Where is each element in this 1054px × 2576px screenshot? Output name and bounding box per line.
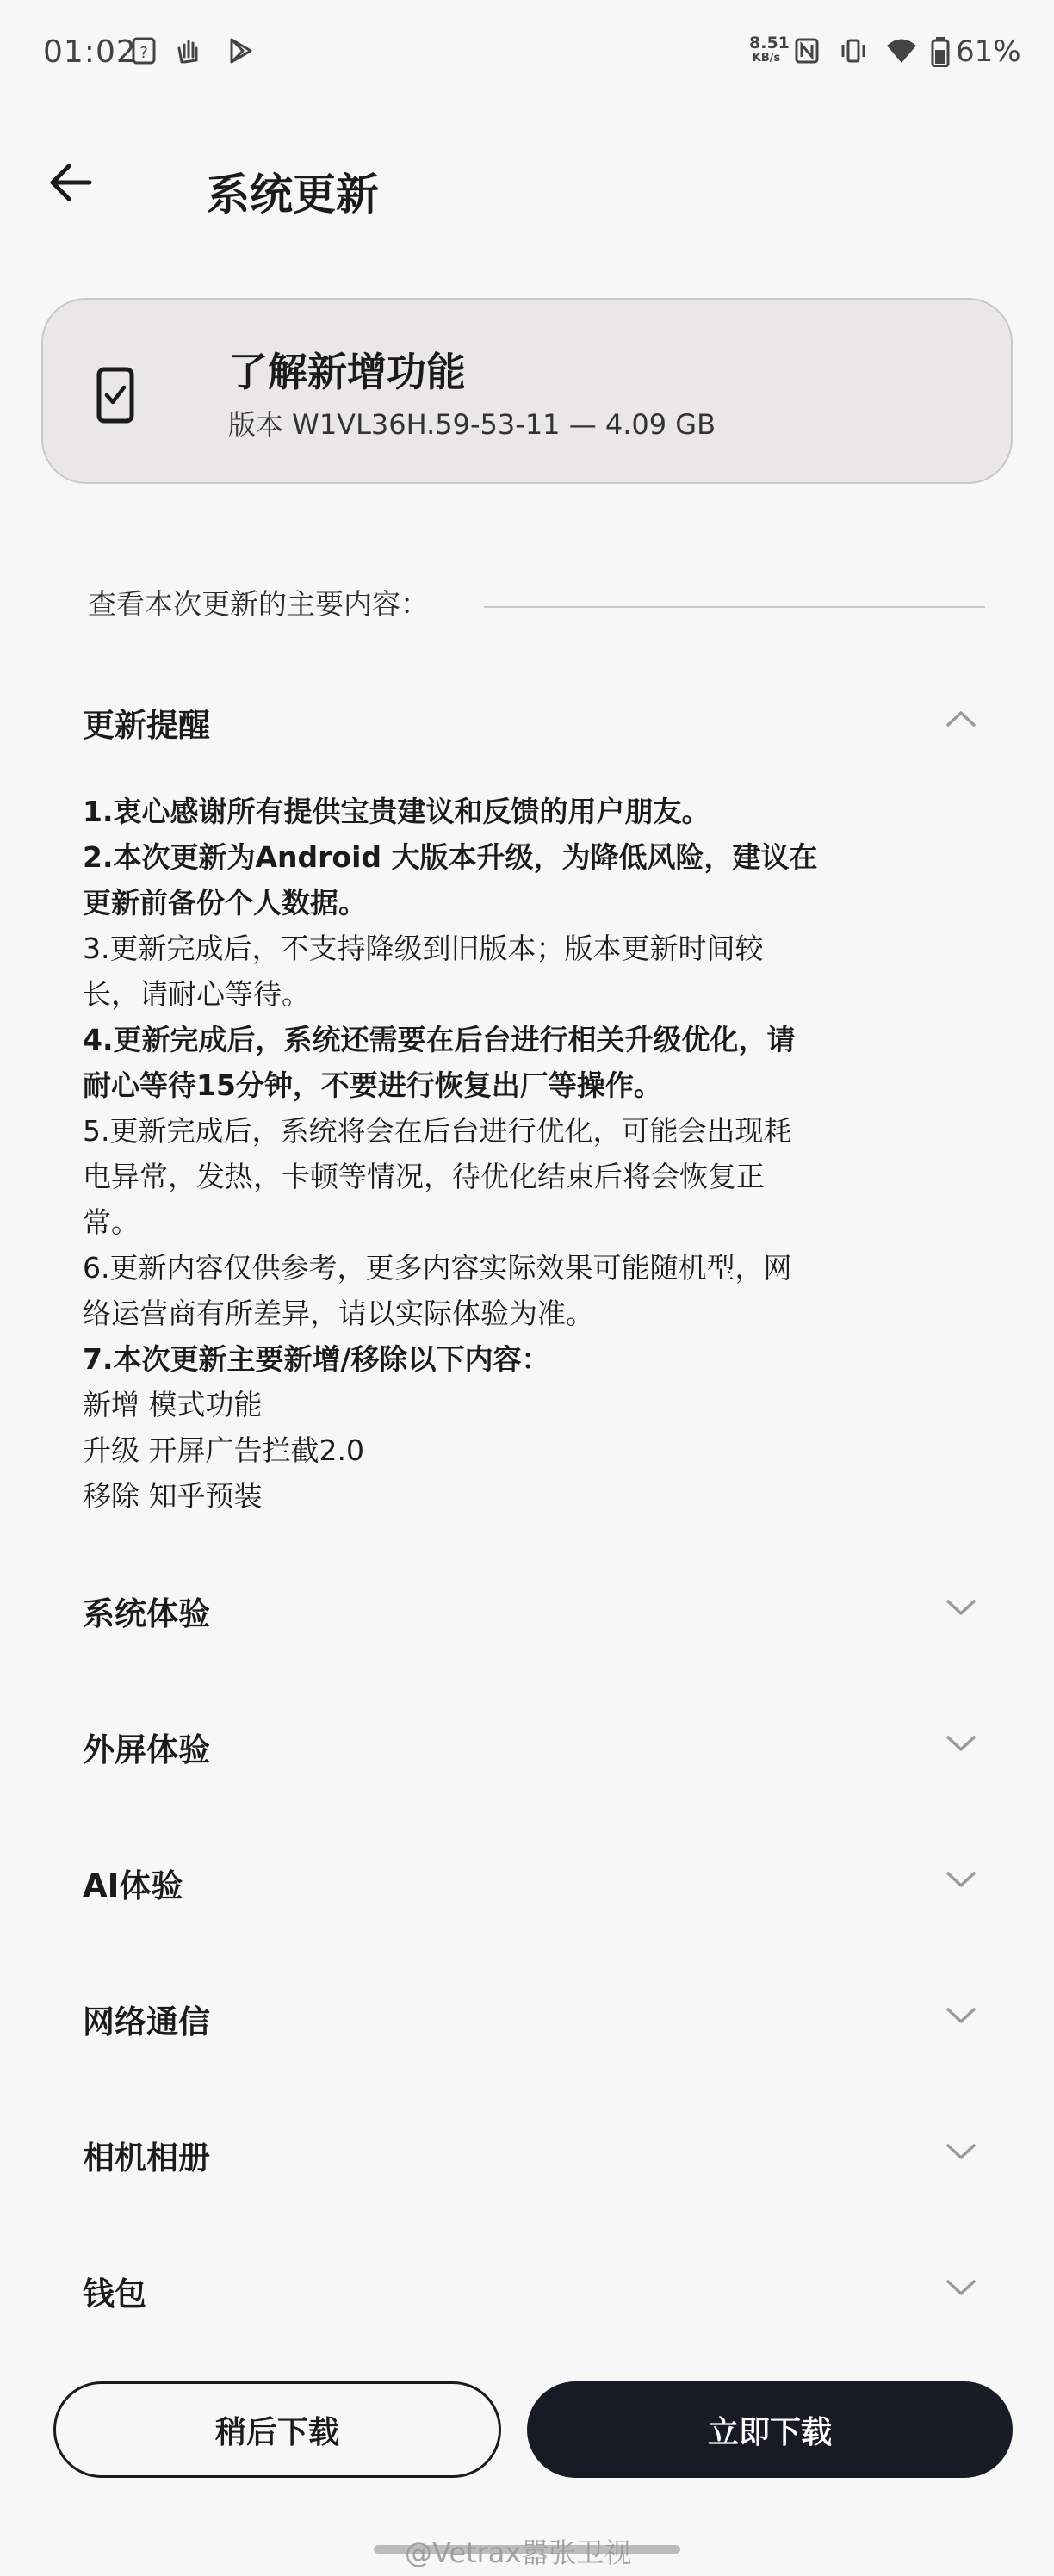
accordion-camera-gallery[interactable] xyxy=(83,2121,978,2182)
chevron-down-icon xyxy=(944,1595,978,1620)
chevron-down-icon xyxy=(944,2139,978,2164)
battery-percent: 61% xyxy=(956,34,1021,69)
accordion-title: 相机相册 xyxy=(83,2139,210,2177)
note-line: 耐心等待15分钟，不要进行恢复出厂等操作。 xyxy=(83,1068,662,1102)
note-line: 升级 开屏广告拦截2.0 xyxy=(83,1434,364,1467)
network-speed xyxy=(749,34,790,65)
arrow-left-icon xyxy=(45,157,96,208)
note-line: 络运营商有所差异，请以实际体验为准。 xyxy=(83,1297,594,1330)
wifi-icon xyxy=(885,36,914,65)
accordion-title: AI体验 xyxy=(83,1867,183,1904)
whats-new-card[interactable] xyxy=(41,298,1013,484)
network-speed-unit: KB/s xyxy=(752,52,781,65)
svg-text:?: ? xyxy=(140,44,148,62)
note-line: 7.本次更新主要新增/移除以下内容： xyxy=(83,1342,550,1376)
note-line: 更新前备份个人数据。 xyxy=(83,886,367,920)
card-title: 了解新增功能 xyxy=(228,349,466,395)
network-speed-value: 8.51 xyxy=(749,34,790,53)
watermark: @Vetrax嚣张卫视 xyxy=(405,2536,632,2569)
chevron-down-icon xyxy=(944,1731,978,1756)
note-line: 电异常，发热，卡顿等情况，待优化结束后将会恢复正 xyxy=(83,1160,765,1193)
accordion-network[interactable] xyxy=(83,1985,978,2046)
accordion-title: 外屏体验 xyxy=(83,1731,210,1768)
status-bar xyxy=(0,0,1054,112)
download-now-button[interactable]: 立即下载 xyxy=(527,2381,1013,2478)
accordion-system-experience[interactable] xyxy=(83,1577,978,1638)
note-line: 常。 xyxy=(83,1205,140,1239)
note-line: 6.更新内容仅供参考，更多内容实际效果可能随机型，网 xyxy=(83,1251,792,1285)
card-version-info: 版本 W1VL36H.59-53-11 — 4.09 GB xyxy=(228,408,716,441)
note-line: 2.本次更新为Android 大版本升级，为降低风险，建议在 xyxy=(83,840,818,874)
note-line: 移除 知乎预装 xyxy=(83,1479,263,1513)
vibrate-icon xyxy=(839,36,868,65)
page-title: 系统更新 xyxy=(207,170,379,220)
section-heading: 查看本次更新的主要内容： xyxy=(88,587,429,621)
accordion-wallet[interactable] xyxy=(83,2257,978,2318)
note-line: 3.更新完成后，不支持降级到旧版本；版本更新时间较 xyxy=(83,932,764,965)
accordion-title: 更新提醒 xyxy=(83,707,210,744)
help-icon xyxy=(129,36,158,65)
hand-icon xyxy=(174,36,203,65)
note-line: 1.衷心感谢所有提供宝贵建议和反馈的用户朋友。 xyxy=(83,795,710,828)
note-line: 4.更新完成后，系统还需要在后台进行相关升级优化，请 xyxy=(83,1023,796,1056)
chevron-down-icon xyxy=(944,1867,978,1892)
note-line: 5.更新完成后，系统将会在后台进行优化，可能会出现耗 xyxy=(83,1114,792,1148)
accordion-title: 钱包 xyxy=(83,2276,146,2313)
chevron-up-icon xyxy=(944,706,978,732)
download-later-button[interactable]: 稍后下载 xyxy=(53,2381,501,2478)
accordion-title: 系统体验 xyxy=(83,1595,210,1632)
chevron-down-icon xyxy=(944,2003,978,2028)
note-line: 长，请耐心等待。 xyxy=(83,977,310,1011)
accordion-title: 网络通信 xyxy=(83,2003,210,2040)
update-notes-content xyxy=(83,789,909,1519)
note-line: 新增 模式功能 xyxy=(83,1388,263,1421)
play-store-icon xyxy=(226,36,255,65)
back-button[interactable] xyxy=(45,157,96,208)
phone-check-icon xyxy=(96,367,134,424)
battery-icon xyxy=(928,36,952,65)
nfc-icon xyxy=(792,36,822,65)
accordion-update-notes[interactable] xyxy=(83,689,978,749)
section-divider xyxy=(484,606,985,608)
chevron-down-icon xyxy=(944,2275,978,2300)
accordion-external-screen[interactable] xyxy=(83,1713,978,1774)
status-time: 01:02 xyxy=(43,34,137,70)
accordion-ai-experience[interactable] xyxy=(83,1849,978,1910)
